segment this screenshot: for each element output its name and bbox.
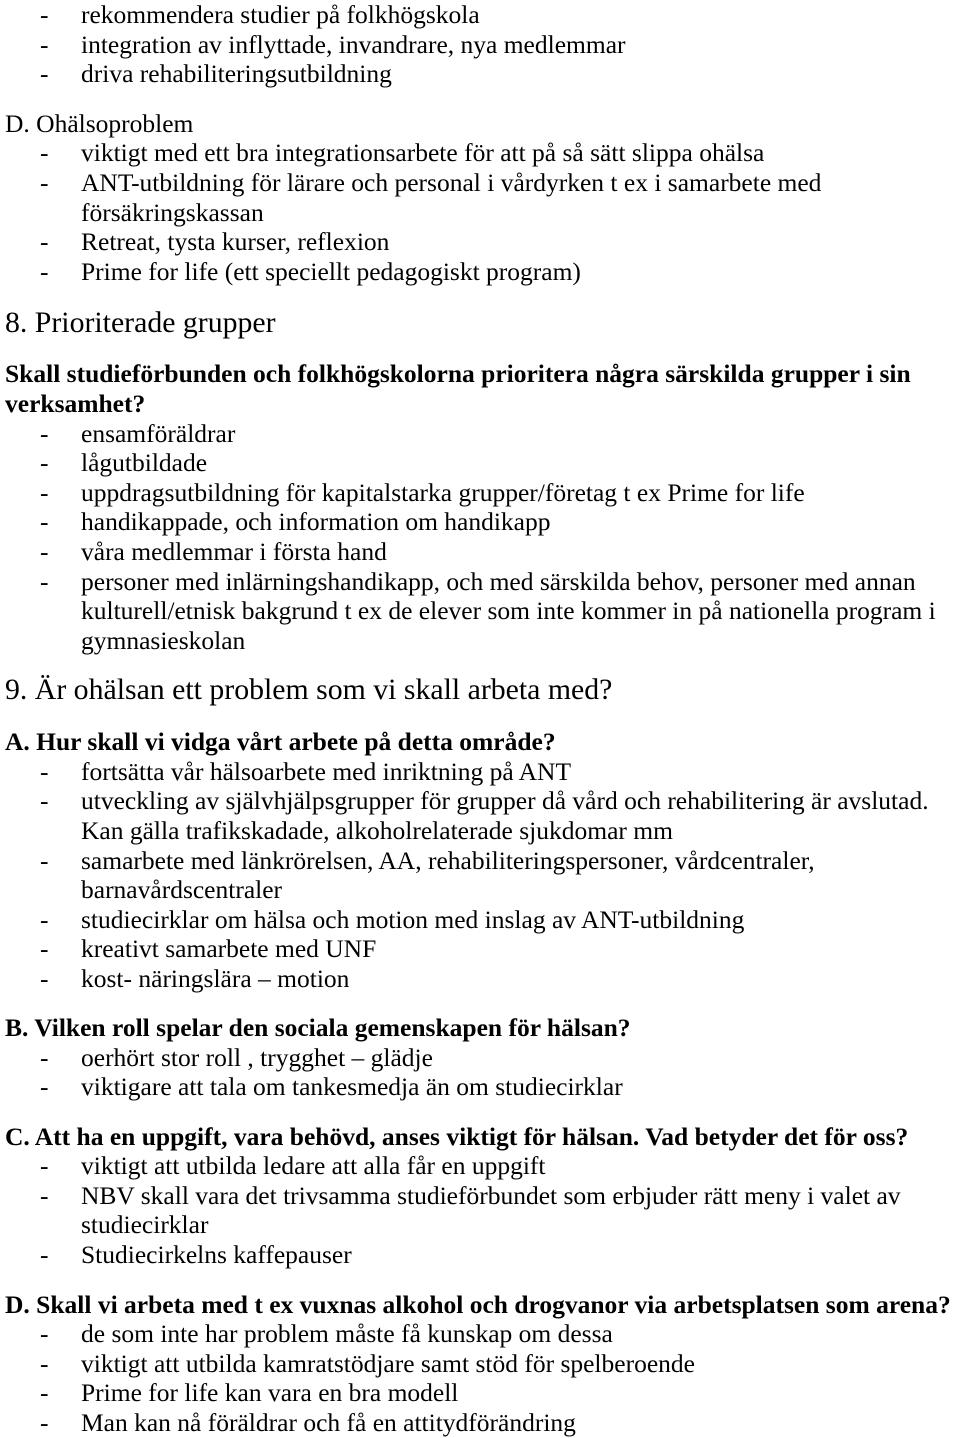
list-item bbox=[0, 964, 960, 994]
list-item bbox=[0, 1181, 960, 1240]
list-item-text: driva rehabiliteringsutbildning bbox=[81, 59, 392, 89]
prioriterade-grupper-list bbox=[0, 419, 960, 656]
list-item-text: samarbete med länkrörelsen, AA, rehabiliteringspersoner, vårdcentraler, bbox=[81, 845, 815, 875]
subsection-b-list bbox=[0, 1043, 960, 1102]
list-item bbox=[0, 257, 960, 287]
list-item-text: handikappade, och information om handikapp bbox=[81, 507, 551, 537]
list-item-text: integration av inflyttade, invandrare, nya medlemmar bbox=[81, 29, 626, 59]
list-item-text: ensamföräldrar bbox=[81, 418, 236, 448]
list-item bbox=[0, 757, 960, 787]
bullet-dash: - bbox=[40, 964, 49, 994]
list-item bbox=[0, 934, 960, 964]
subsection-d bbox=[0, 1290, 960, 1438]
bullet-dash: - bbox=[40, 1378, 49, 1408]
list-item-text: ANT-utbildning för lärare och personal i vårdyrken t ex i samarbete med bbox=[81, 167, 822, 197]
list-item-text-continued: studiecirklar bbox=[81, 1210, 209, 1240]
list-item bbox=[0, 1151, 960, 1181]
list-item-text: kost- näringslära – motion bbox=[81, 964, 350, 994]
list-item-text: oerhört stor roll , trygghet – glädje bbox=[81, 1042, 433, 1072]
list-item-text-continued: gymnasieskolan bbox=[81, 625, 246, 655]
bullet-dash: - bbox=[40, 1180, 49, 1210]
list-item-text: rekommendera studier på folkhögskola bbox=[81, 0, 480, 29]
section-ohalsoproblem bbox=[0, 109, 960, 287]
bullet-dash: - bbox=[40, 845, 49, 875]
list-item bbox=[0, 567, 960, 656]
list-item bbox=[0, 507, 960, 537]
bullet-dash: - bbox=[40, 507, 49, 537]
list-item-text: lågutbildade bbox=[81, 448, 208, 478]
list-item bbox=[0, 419, 960, 449]
bullet-dash: - bbox=[40, 536, 49, 566]
list-item bbox=[0, 0, 960, 30]
bullet-dash: - bbox=[40, 756, 49, 786]
list-item bbox=[0, 1349, 960, 1379]
list-item bbox=[0, 59, 960, 89]
subsection-c bbox=[0, 1122, 960, 1270]
bullet-dash: - bbox=[40, 786, 49, 816]
list-item-text-continued: försäkringskassan bbox=[81, 197, 264, 227]
list-item bbox=[0, 478, 960, 508]
list-item-text-continued: barnavårdscentraler bbox=[81, 875, 283, 905]
bullet-dash: - bbox=[40, 448, 49, 478]
bullet-dash: - bbox=[40, 138, 49, 168]
question-heading: D. Skall vi arbeta med t ex vuxnas alkohol och drogvanor via arbetsplatsen som arena? bbox=[5, 1289, 951, 1319]
bullet-dash: - bbox=[40, 1072, 49, 1102]
list-item-text: viktigare att tala om tankesmedja än om studiecirklar bbox=[81, 1072, 623, 1102]
bullet-dash: - bbox=[40, 1151, 49, 1181]
list-item-text: NBV skall vara det trivsamma studieförbundet som erbjuder rätt meny i valet av bbox=[81, 1180, 901, 1210]
list-item-text: våra medlemmar i första hand bbox=[81, 536, 387, 566]
list-item bbox=[0, 1043, 960, 1073]
list-item bbox=[0, 1240, 960, 1270]
list-item bbox=[0, 1319, 960, 1349]
list-item-text: viktigt med ett bra integrationsarbete för att på så sätt slippa ohälsa bbox=[81, 138, 765, 168]
list-item-text: fortsätta vår hälsoarbete med inriktning på ANT bbox=[81, 756, 572, 786]
list-item bbox=[0, 1378, 960, 1408]
bullet-dash: - bbox=[40, 1042, 49, 1072]
list-item bbox=[0, 227, 960, 257]
bullet-dash: - bbox=[40, 1239, 49, 1269]
bullet-dash: - bbox=[40, 1319, 49, 1349]
list-item-text: utveckling av självhjälpsgrupper för grupper då vård och rehabilitering är avslutad. bbox=[81, 786, 929, 816]
list-item-text: kreativt samarbete med UNF bbox=[81, 934, 377, 964]
bullet-dash: - bbox=[40, 1348, 49, 1378]
bullet-dash: - bbox=[40, 418, 49, 448]
list-item-text: Prime for life kan vara en bra modell bbox=[81, 1378, 459, 1408]
list-item-text: viktigt att utbilda ledare att alla får en uppgift bbox=[81, 1151, 546, 1181]
bullet-dash: - bbox=[40, 227, 49, 257]
list-item bbox=[0, 846, 960, 905]
list-item-text-continued: Kan gälla trafikskadade, alkoholrelaterade sjukdomar mm bbox=[81, 816, 673, 846]
subsection-d-list bbox=[0, 1319, 960, 1437]
bullet-dash: - bbox=[40, 167, 49, 197]
list-item-text: uppdragsutbildning för kapitalstarka grupper/företag t ex Prime for life bbox=[81, 477, 805, 507]
section-title: 8. Prioriterade grupper bbox=[5, 306, 276, 340]
list-item bbox=[0, 30, 960, 60]
list-item-text: viktigt att utbilda kamratstödjare samt stöd för spelberoende bbox=[81, 1348, 695, 1378]
list-item bbox=[0, 786, 960, 845]
question-line: Skall studieförbunden och folkhögskolorna prioritera några särskilda grupper i sin bbox=[5, 359, 911, 389]
question-heading: C. Att ha en uppgift, vara behövd, anses viktigt för hälsan. Vad betyder det för oss? bbox=[5, 1121, 909, 1151]
list-item-text: Studiecirkelns kaffepauser bbox=[81, 1239, 352, 1269]
list-item bbox=[0, 905, 960, 935]
list-item-text: Retreat, tysta kurser, reflexion bbox=[81, 227, 390, 257]
list-item-text: Prime for life (ett speciellt pedagogiskt program) bbox=[81, 256, 581, 286]
question-heading: A. Hur skall vi vidga vårt arbete på detta område? bbox=[5, 727, 556, 757]
subsection-c-list bbox=[0, 1151, 960, 1269]
section-title: 9. Är ohälsan ett problem som vi skall arbeta med? bbox=[5, 673, 613, 707]
ohalsoproblem-list bbox=[0, 138, 960, 286]
list-item-text: studiecirklar om hälsa och motion med inslag av ANT-utbildning bbox=[81, 904, 745, 934]
list-item-text: personer med inlärningshandikapp, och med särskilda behov, personer med annan bbox=[81, 566, 916, 596]
bullet-dash: - bbox=[40, 566, 49, 596]
bullet-dash: - bbox=[40, 29, 49, 59]
list-item bbox=[0, 448, 960, 478]
bullet-dash: - bbox=[40, 904, 49, 934]
section-8-prioriterade-grupper bbox=[0, 306, 960, 655]
list-item bbox=[0, 1072, 960, 1102]
bullet-dash: - bbox=[40, 256, 49, 286]
list-item bbox=[0, 537, 960, 567]
section-heading: D. Ohälsoproblem bbox=[5, 108, 194, 138]
question-heading: B. Vilken roll spelar den sociala gemenskapen för hälsan? bbox=[5, 1013, 631, 1043]
list-item-text: de som inte har problem måste få kunskap om dessa bbox=[81, 1319, 613, 1349]
bullet-dash: - bbox=[40, 0, 49, 29]
continued-list bbox=[0, 0, 960, 89]
subsection-b bbox=[0, 1013, 960, 1102]
list-item-text: Man kan nå föräldrar och få en attitydförändring bbox=[81, 1407, 576, 1437]
subsection-a bbox=[0, 727, 960, 993]
list-item-text-continued: kulturell/etnisk bakgrund t ex de elever som inte kommer in på nationella program i bbox=[81, 596, 936, 626]
question-line: verksamhet? bbox=[5, 388, 146, 418]
bullet-dash: - bbox=[40, 59, 49, 89]
subsection-a-list bbox=[0, 757, 960, 994]
bullet-dash: - bbox=[40, 1407, 49, 1437]
section-9-ohalsan bbox=[0, 673, 960, 1437]
list-item bbox=[0, 168, 960, 227]
bullet-dash: - bbox=[40, 477, 49, 507]
list-item bbox=[0, 138, 960, 168]
list-item bbox=[0, 1408, 960, 1438]
bullet-dash: - bbox=[40, 934, 49, 964]
question-heading bbox=[5, 359, 960, 418]
